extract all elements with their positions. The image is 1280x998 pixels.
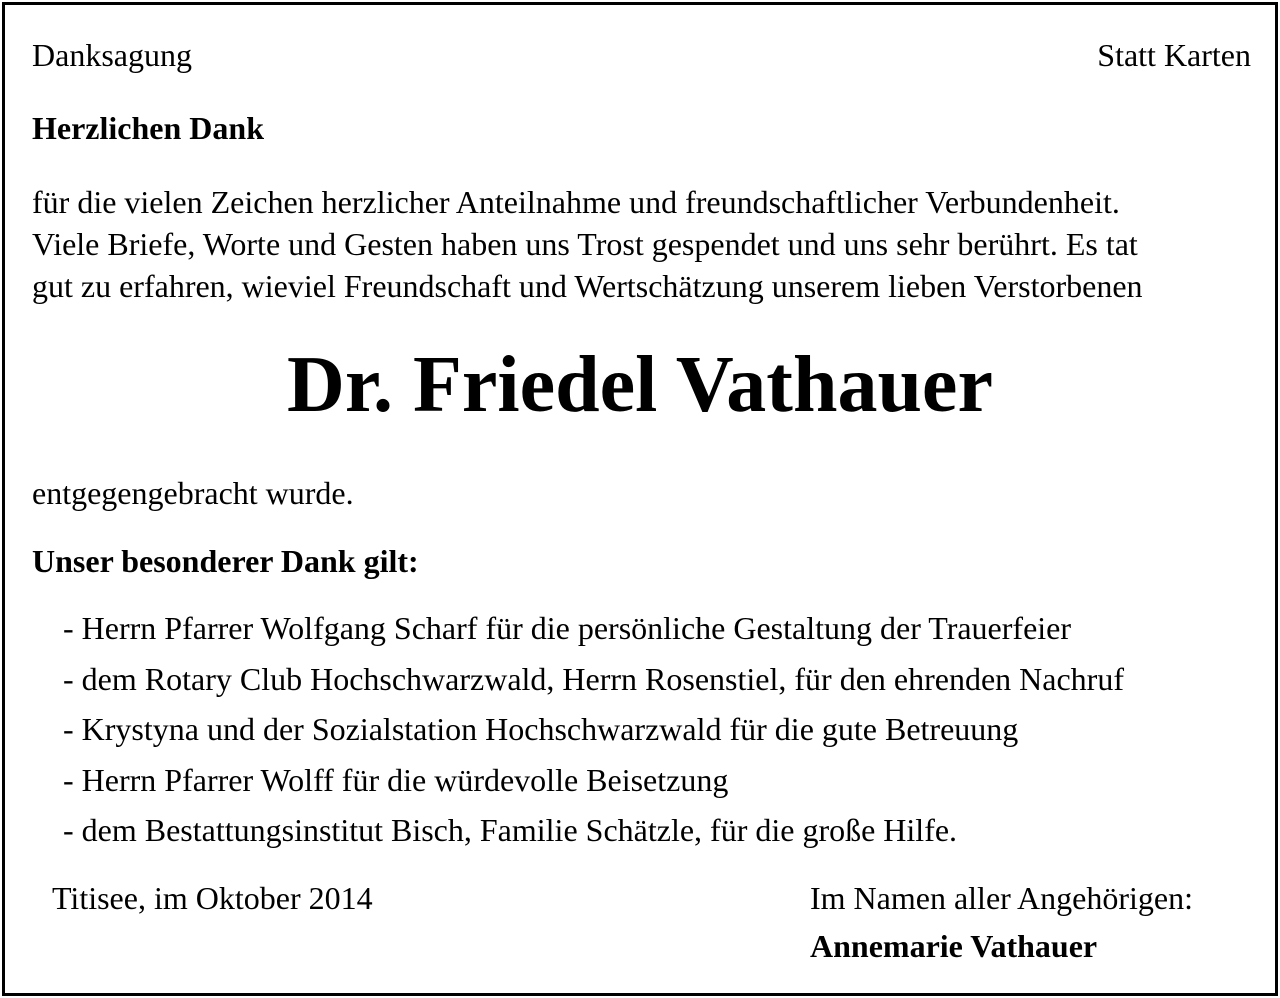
paragraph-line: für die vielen Zeichen herzlicher Anteilnahme und freundschaftlicher Verbundenheit. bbox=[32, 184, 1120, 220]
list-item: - dem Bestattungsinstitut Bisch, Familie Schätzle, für die große Hilfe. bbox=[63, 812, 958, 848]
paragraph-line: Viele Briefe, Worte und Gesten haben uns Trost gespendet und uns sehr berührt. Es tat bbox=[32, 226, 1138, 262]
thanks-list bbox=[63, 603, 1124, 856]
signatory-name: Annemarie Vathauer bbox=[810, 928, 1098, 964]
paragraph-line: gut zu erfahren, wieviel Freundschaft und Wertschätzung unserem lieben Verstorbenen bbox=[32, 268, 1143, 304]
list-item: - dem Rotary Club Hochschwarzwald, Herrn Rosenstiel, für den ehrenden Nachruf bbox=[63, 660, 1124, 697]
header-left-label: Danksagung bbox=[32, 37, 192, 73]
list-item: - Herrn Pfarrer Wolff für die würdevolle Beisetzung bbox=[63, 761, 729, 798]
after-name-text: entgegengebracht wurde. bbox=[32, 475, 354, 511]
obituary-notice bbox=[2, 2, 1278, 996]
thanks-paragraph bbox=[32, 181, 1143, 307]
thanks-heading: Unser besonderer Dank gilt: bbox=[32, 543, 419, 579]
heading: Herzlichen Dank bbox=[32, 110, 264, 146]
list-item: - Krystyna und der Sozialstation Hochschwarzwald für die gute Betreuung bbox=[63, 711, 1019, 747]
header-right-label: Statt Karten bbox=[1097, 37, 1251, 73]
on-behalf-text: Im Namen aller Angehörigen: bbox=[810, 880, 1193, 916]
place-date: Titisee, im Oktober 2014 bbox=[52, 880, 373, 916]
list-item: - Herrn Pfarrer Wolfgang Scharf für die persönliche Gestaltung der Trauerfeier bbox=[63, 610, 1072, 646]
deceased-name: Dr. Friedel Vathauer bbox=[287, 341, 993, 429]
